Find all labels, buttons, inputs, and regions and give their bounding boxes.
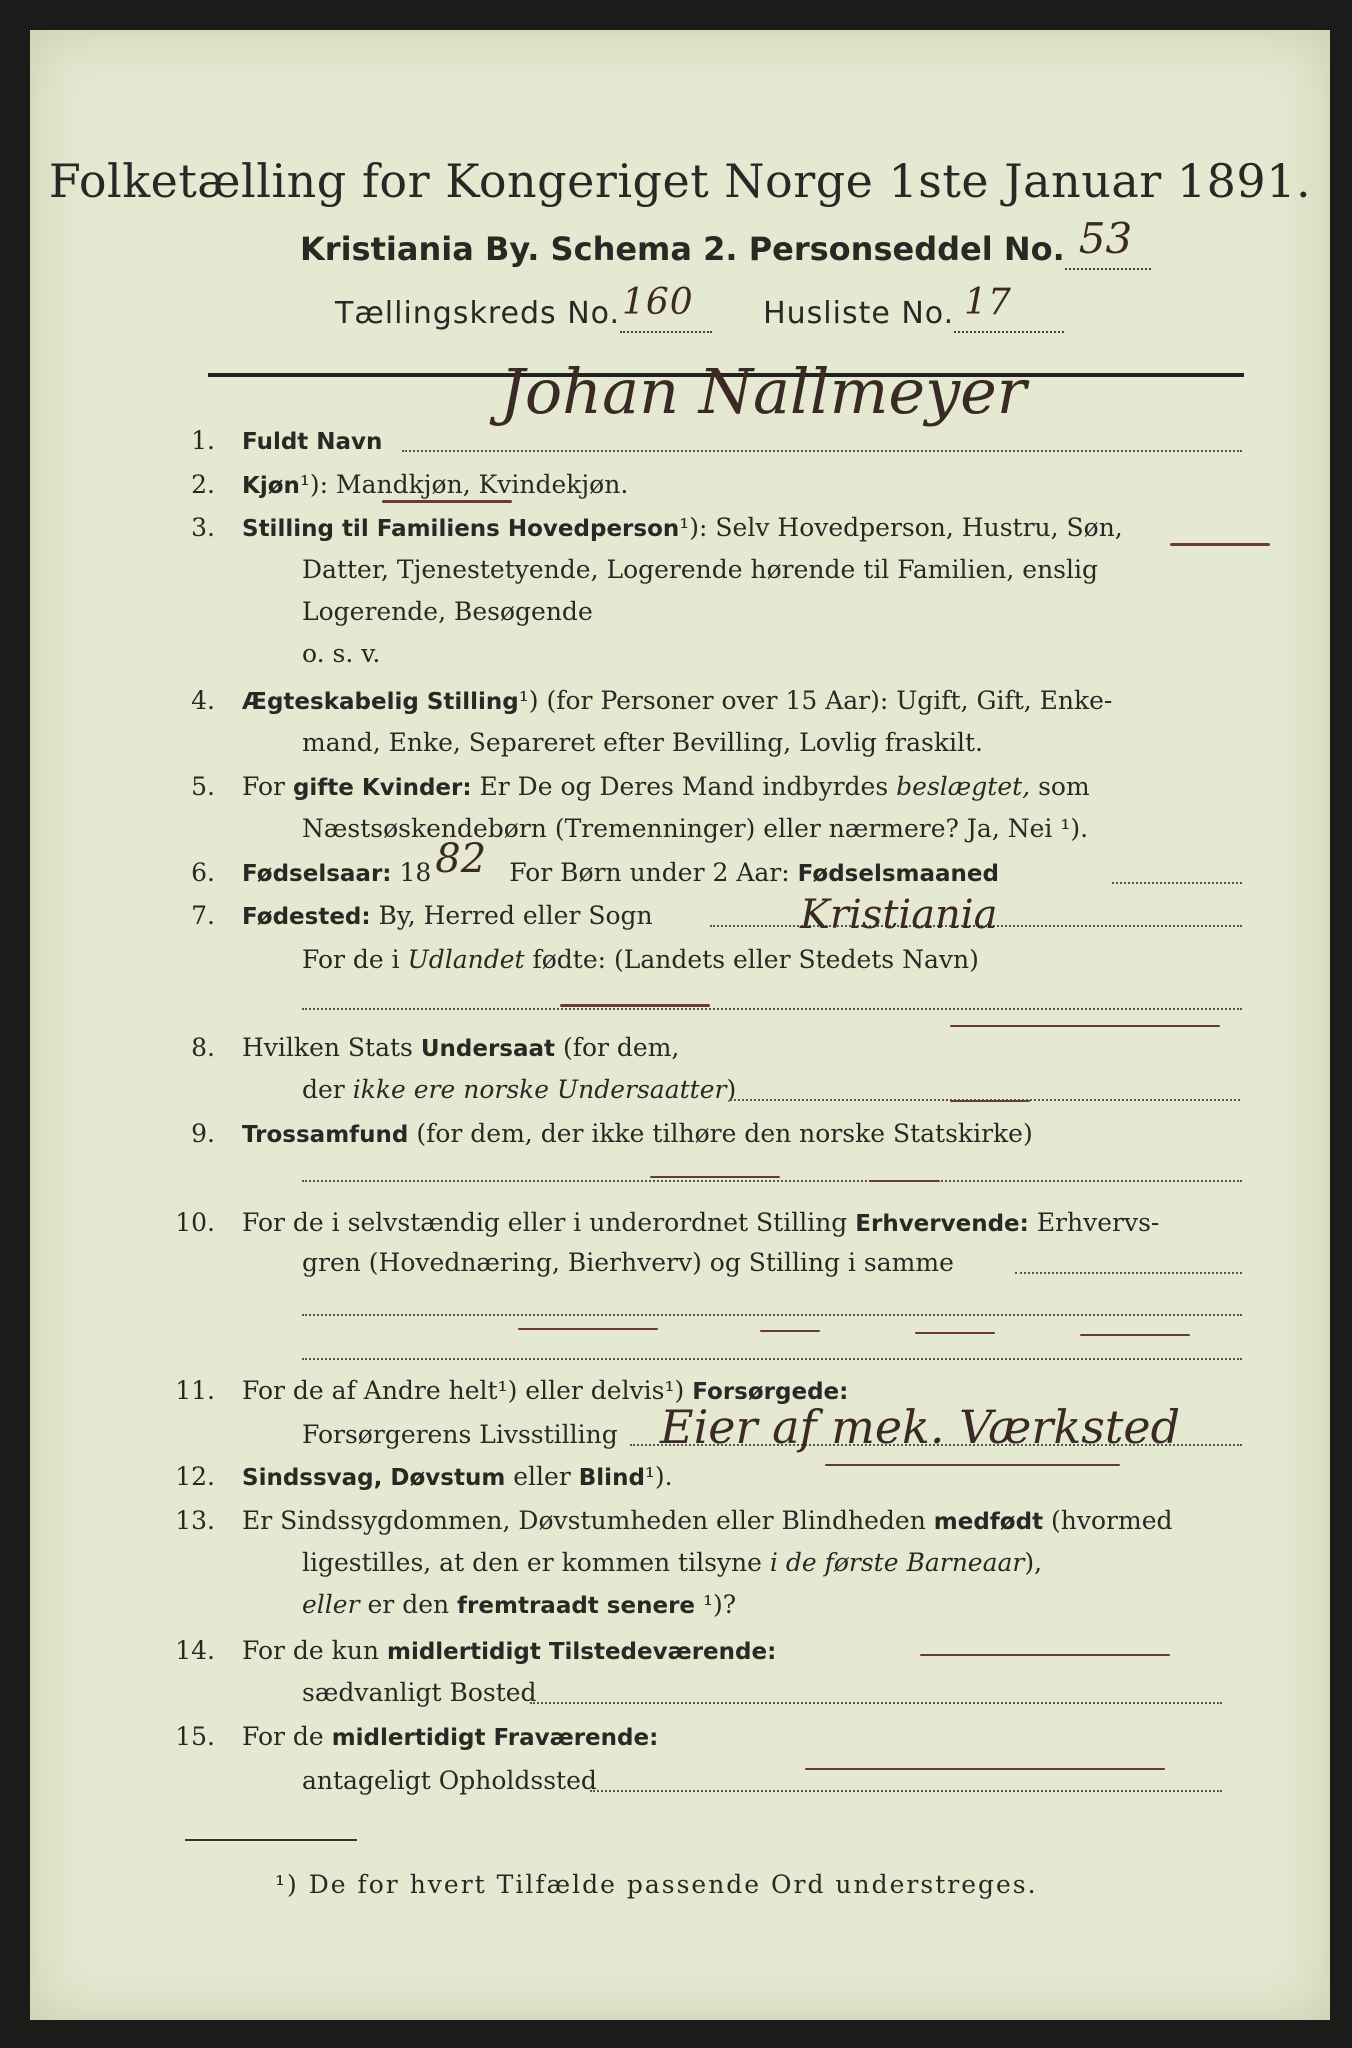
label-tilstedevaerende: midlertidigt Tilstedeværende: xyxy=(386,1639,777,1665)
q7-line2-end: fødte: (Landets eller Stedets Navn) xyxy=(532,945,979,974)
dotted-line xyxy=(302,1008,1242,1010)
item-number: 11. xyxy=(175,1376,215,1405)
q13-end: (hvormed xyxy=(1051,1506,1173,1535)
item-number: 5. xyxy=(191,772,215,801)
label-fremtraadt: fremtraadt senere xyxy=(457,1593,696,1619)
q6-text: For Børn under 2 Aar: xyxy=(509,858,790,887)
q13-text: Er Sindssygdommen, Døvstumheden eller Blindheden xyxy=(242,1506,926,1535)
q8-text: Hvilken Stats xyxy=(242,1033,413,1062)
dotted-line xyxy=(302,1314,1242,1316)
q13-italic-2: eller xyxy=(302,1590,360,1619)
dotted-line xyxy=(402,450,1242,452)
label-medfodt: medfødt xyxy=(933,1509,1044,1535)
census-form xyxy=(30,30,1330,2020)
footnote-rule xyxy=(185,1839,357,1841)
q8-text-end: (for dem, xyxy=(562,1033,680,1062)
item-number: 7. xyxy=(191,901,215,930)
q5-pre: For xyxy=(242,772,285,801)
q13-line3-end: ¹)? xyxy=(702,1590,737,1619)
dotted-line xyxy=(1112,882,1242,884)
handwritten-birthplace: Kristiania xyxy=(800,892,998,938)
handwritten-supporter: Eier af mek. Værksted xyxy=(660,1400,1181,1454)
q12-text: eller xyxy=(513,1462,571,1491)
dash-mark xyxy=(518,1328,658,1330)
q8-italic: ikke ere norske Undersaatter xyxy=(352,1075,727,1104)
label-fodested: Fødested: xyxy=(242,904,371,930)
q14-line2: sædvanligt Bosted xyxy=(302,1678,537,1707)
dash-mark xyxy=(950,1100,1030,1102)
item-number: 12. xyxy=(175,1462,215,1491)
q7-line2: For de i xyxy=(302,945,400,974)
dotted-line xyxy=(302,1358,1242,1360)
item-number: 6. xyxy=(191,858,215,887)
dotted-line xyxy=(1015,1272,1242,1274)
q10-line2: gren (Hovednæring, Bierhverv) og Stilling i samme xyxy=(302,1248,954,1277)
q5-text: Er De og Deres Mand indbyrdes xyxy=(479,772,889,801)
q13-line2-end: ), xyxy=(1024,1548,1043,1577)
dash-mark xyxy=(870,1180,940,1182)
item-number: 15. xyxy=(175,1722,215,1751)
label-stilling: Stilling til Familiens Hovedperson xyxy=(242,516,680,542)
label-undersaat: Undersaat xyxy=(420,1036,556,1062)
dotted-line xyxy=(590,1790,1222,1792)
kreds-line xyxy=(335,282,1064,333)
kjon-options: ¹): Mandkjøn, Kvindekjøn. xyxy=(299,470,629,499)
q11-line2: Forsørgerens Livsstilling xyxy=(302,1420,618,1449)
q11-text: For de af Andre helt¹) eller delvis¹) xyxy=(242,1376,685,1405)
q13-line3: er den xyxy=(367,1590,450,1619)
q8-line2: der xyxy=(302,1075,345,1104)
stilling-options-3: Logerende, Besøgende xyxy=(302,597,593,626)
q7-text: By, Herred eller Sogn xyxy=(378,901,653,930)
label-fodselsmaaned: Fødselsmaaned xyxy=(797,861,999,887)
item-number: 13. xyxy=(175,1506,215,1535)
dash-mark xyxy=(760,1330,820,1332)
q12-end: ¹). xyxy=(644,1462,673,1491)
q15-line2: antageligt Opholdssted xyxy=(302,1766,597,1795)
item-number: 8. xyxy=(191,1033,215,1062)
q7-italic: Udlandet xyxy=(407,945,525,974)
aegteskab-options: ¹) (for Personer over 15 Aar): Ugift, Gift, Enke- xyxy=(518,686,1113,715)
q5-line-2: Næstsøskendebørn (Tremenninger) eller nærmere? Ja, Nei ¹). xyxy=(302,814,1089,843)
stilling-options-2: Datter, Tjenestetyende, Logerende hørende til Familien, enslig xyxy=(302,555,1099,584)
item-number: 14. xyxy=(175,1636,215,1665)
item-number: 4. xyxy=(191,686,215,715)
dash-mark xyxy=(915,1332,995,1334)
q8-close: ) xyxy=(726,1075,737,1104)
dash-mark xyxy=(805,1768,1165,1770)
aegteskab-options-2: mand, Enke, Separeret efter Bevilling, Lovlig fraskilt. xyxy=(302,728,983,757)
q5-italic: beslægtet, xyxy=(896,772,1031,801)
label-erhvervende: Erhvervende: xyxy=(855,1211,1029,1237)
dash-mark xyxy=(950,1025,1220,1027)
item-number: 3. xyxy=(191,513,215,542)
schema-label: Kristiania By. Schema 2. Personseddel No. xyxy=(300,230,1065,268)
dash-mark xyxy=(920,1654,1170,1656)
schema-line xyxy=(300,214,1151,270)
item-number: 2. xyxy=(191,470,215,499)
q14-text: For de kun xyxy=(242,1636,380,1665)
q9-text: (for dem, der ikke tilhøre den norske Statskirke) xyxy=(416,1119,1033,1148)
label-trossamfund: Trossamfund xyxy=(242,1122,409,1148)
label-kjon: Kjøn xyxy=(242,473,300,499)
dash-mark xyxy=(650,1176,780,1178)
personseddel-number: 53 xyxy=(1078,214,1133,263)
q15-text: For de xyxy=(242,1722,324,1751)
item-number: 10. xyxy=(175,1208,215,1237)
item-number: 1. xyxy=(191,426,215,455)
underline-mark xyxy=(382,500,512,503)
q10-end: Erhvervs- xyxy=(1036,1208,1160,1237)
dash-mark xyxy=(825,1464,1120,1466)
underline-mark xyxy=(1170,543,1270,546)
kreds-number: 160 xyxy=(622,282,694,323)
label-forsorgede: Forsørgede: xyxy=(692,1379,849,1405)
dotted-line xyxy=(302,1180,1242,1182)
q10-text: For de i selvstændig eller i underordnet Stilling xyxy=(242,1208,848,1237)
label-fuldt-navn: Fuldt Navn xyxy=(242,429,383,455)
form-title: Folketælling for Kongeriget Norge 1ste Januar 1891. xyxy=(48,154,1312,208)
q13-line2: ligestilles, at den er kommen tilsyne xyxy=(302,1548,762,1577)
dash-mark xyxy=(560,1004,710,1007)
footnote: ¹) De for hvert Tilfælde passende Ord understreges. xyxy=(275,1870,1038,1899)
item-number: 9. xyxy=(191,1119,215,1148)
label-fravaerende: midlertidigt Fraværende: xyxy=(331,1725,659,1751)
stilling-options: ¹): Selv Hovedperson, Hustru, Søn, xyxy=(679,513,1123,542)
stilling-options-4: o. s. v. xyxy=(302,639,381,668)
kreds-label: Tællingskreds No. xyxy=(335,296,620,331)
label-gifte-kvinder: gifte Kvinder: xyxy=(292,775,472,801)
label-blind: Blind xyxy=(578,1465,645,1491)
q13-italic: i de første Barneaar xyxy=(769,1548,1025,1577)
label-sindssvag: Sindssvag, Døvstum xyxy=(242,1465,506,1491)
label-aegteskab: Ægteskabelig Stilling xyxy=(242,689,519,715)
label-fodselsaar: Fødselsaar: xyxy=(242,861,392,887)
q5-end: som xyxy=(1038,772,1090,801)
year-prefix: 18 xyxy=(399,858,432,887)
dotted-line xyxy=(530,1702,1222,1704)
handwritten-name: Johan Nallmeyer xyxy=(500,355,1027,428)
husliste-label: Husliste No. xyxy=(763,296,955,331)
handwritten-year: 82 xyxy=(435,836,487,882)
dash-mark xyxy=(1080,1334,1190,1336)
husliste-number: 17 xyxy=(964,282,1012,323)
